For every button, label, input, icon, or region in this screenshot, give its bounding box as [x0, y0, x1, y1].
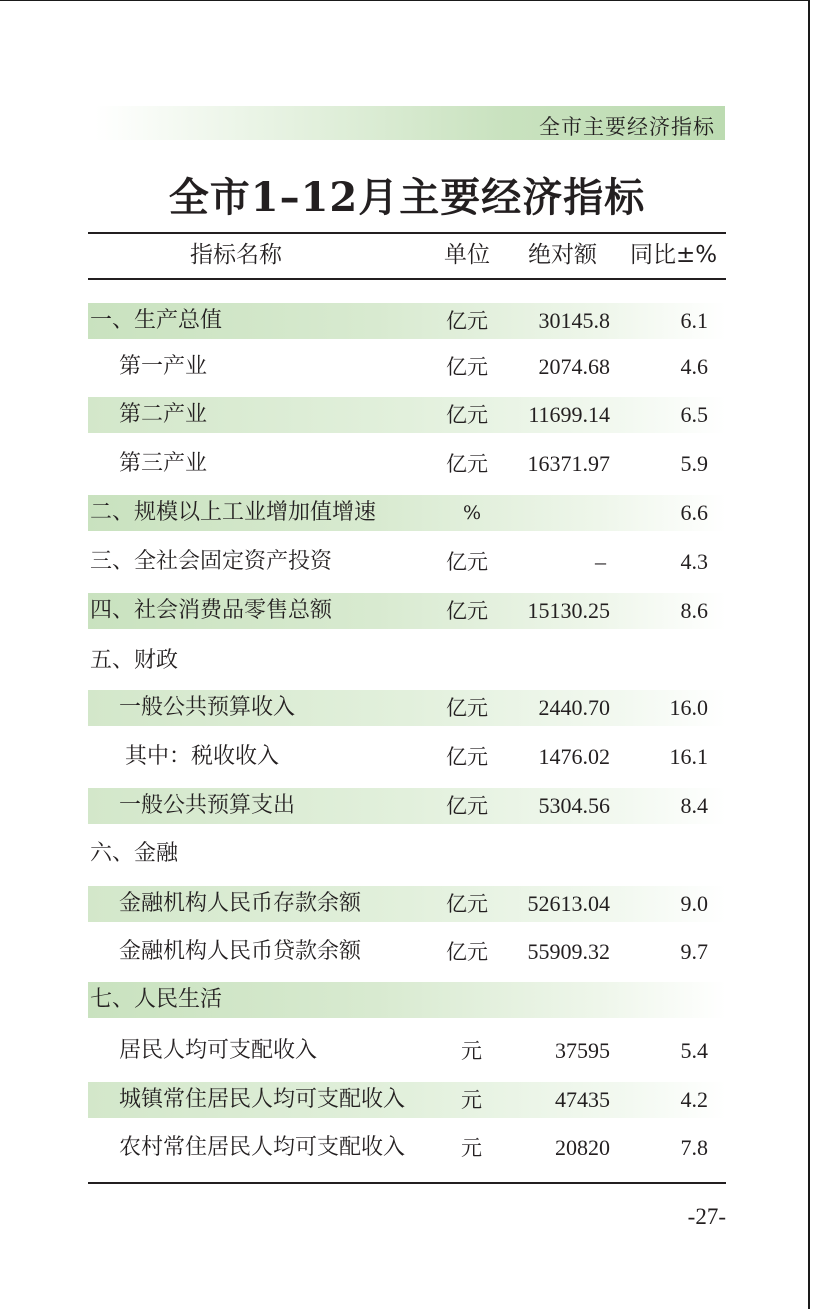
column-header-unit: 单位	[444, 242, 490, 268]
column-header-absolute: 绝对额	[528, 242, 597, 268]
row-name: 二、规模以上工业增加值增速	[90, 500, 377, 525]
row-unit: 亿元	[446, 892, 488, 916]
table-row	[88, 690, 726, 726]
row-unit: 元	[461, 1039, 482, 1063]
row-absolute: 2440.70	[538, 695, 610, 720]
section-header-title: 全市主要经济指标	[539, 115, 715, 139]
row-absolute: 20820	[555, 1135, 610, 1160]
table-row	[88, 739, 726, 775]
row-absolute: –	[595, 549, 606, 574]
row-absolute: 30145.8	[538, 308, 610, 333]
table-row	[88, 349, 726, 385]
row-absolute: 11699.14	[528, 402, 610, 427]
row-unit: 亿元	[446, 696, 488, 720]
row-yoy: 4.3	[680, 549, 708, 574]
row-yoy: 6.1	[680, 308, 708, 333]
row-absolute: 52613.04	[527, 891, 610, 916]
table-row	[88, 495, 726, 531]
row-absolute: 1476.02	[538, 744, 610, 769]
table-row	[88, 788, 726, 824]
row-name: 金融机构人民币贷款余额	[119, 939, 362, 964]
row-unit: 亿元	[446, 355, 488, 379]
table-row	[88, 934, 726, 970]
table-row	[88, 1082, 726, 1118]
row-name: 农村常住居民人均可支配收入	[119, 1135, 406, 1160]
row-name: 七、人民生活	[90, 987, 223, 1012]
row-yoy: 5.4	[680, 1038, 708, 1063]
row-yoy: 8.4	[680, 793, 708, 818]
row-absolute: 55909.32	[527, 939, 610, 964]
row-yoy: 7.8	[680, 1135, 708, 1160]
row-name: 四、社会消费品零售总额	[90, 598, 333, 623]
row-name: 一般公共预算支出	[119, 793, 296, 818]
row-absolute: 2074.68	[538, 354, 610, 379]
row-unit: %	[463, 502, 482, 524]
table-row	[88, 1033, 726, 1069]
table-row	[88, 593, 726, 629]
row-unit: 亿元	[446, 550, 488, 574]
row-name: 金融机构人民币存款余额	[119, 891, 362, 916]
table-top-rule	[88, 232, 726, 234]
row-name: 城镇常住居民人均可支配收入	[119, 1087, 406, 1112]
row-yoy: 6.6	[680, 500, 708, 525]
row-yoy: 5.9	[680, 451, 708, 476]
table-row	[88, 1130, 726, 1166]
table-row	[88, 982, 726, 1018]
table-row	[88, 544, 726, 580]
table-row	[88, 836, 726, 872]
row-yoy: 16.0	[669, 695, 708, 720]
row-name: 一般公共预算收入	[119, 695, 296, 720]
row-yoy: 8.6	[680, 598, 708, 623]
table-row	[88, 886, 726, 922]
row-name: 一、生产总值	[90, 308, 223, 333]
row-name: 第一产业	[119, 354, 208, 379]
row-yoy: 4.2	[680, 1087, 708, 1112]
row-name: 第二产业	[119, 402, 208, 427]
section-header-band	[95, 106, 725, 140]
row-name: 第三产业	[119, 451, 208, 476]
row-yoy: 9.7	[680, 939, 708, 964]
row-unit: 亿元	[446, 794, 488, 818]
row-unit: 亿元	[446, 403, 488, 427]
row-yoy: 9.0	[680, 891, 708, 916]
table-row	[88, 397, 726, 433]
row-name: 六、金融	[90, 841, 179, 866]
row-unit: 亿元	[446, 745, 488, 769]
table-header-rule	[88, 278, 726, 280]
row-unit: 亿元	[446, 309, 488, 333]
column-header-name: 指标名称	[190, 242, 282, 268]
page-number: -27-	[687, 1204, 726, 1229]
row-absolute: 47435	[555, 1087, 610, 1112]
row-unit: 亿元	[446, 452, 488, 476]
table-row	[88, 303, 726, 339]
row-name: 三、全社会固定资产投资	[90, 549, 333, 574]
page-title: 全市1–12月主要经济指标	[168, 174, 646, 221]
row-absolute: 37595	[555, 1038, 610, 1063]
row-unit: 元	[461, 1088, 482, 1112]
row-absolute: 15130.25	[527, 598, 610, 623]
table-row	[88, 643, 726, 679]
row-yoy: 6.5	[680, 402, 708, 427]
row-yoy: 4.6	[680, 354, 708, 379]
row-name: 居民人均可支配收入	[119, 1038, 318, 1063]
row-name: 五、财政	[90, 648, 179, 673]
row-absolute: 5304.56	[538, 793, 610, 818]
table-row	[88, 446, 726, 482]
row-unit: 元	[461, 1136, 482, 1160]
table-bottom-rule	[88, 1182, 726, 1184]
row-unit: 亿元	[446, 599, 488, 623]
row-name: 其中：税收收入	[125, 744, 280, 769]
column-header-yoy: 同比±%	[630, 242, 718, 268]
row-yoy: 16.1	[669, 744, 708, 769]
row-absolute: 16371.97	[527, 451, 610, 476]
row-unit: 亿元	[446, 940, 488, 964]
